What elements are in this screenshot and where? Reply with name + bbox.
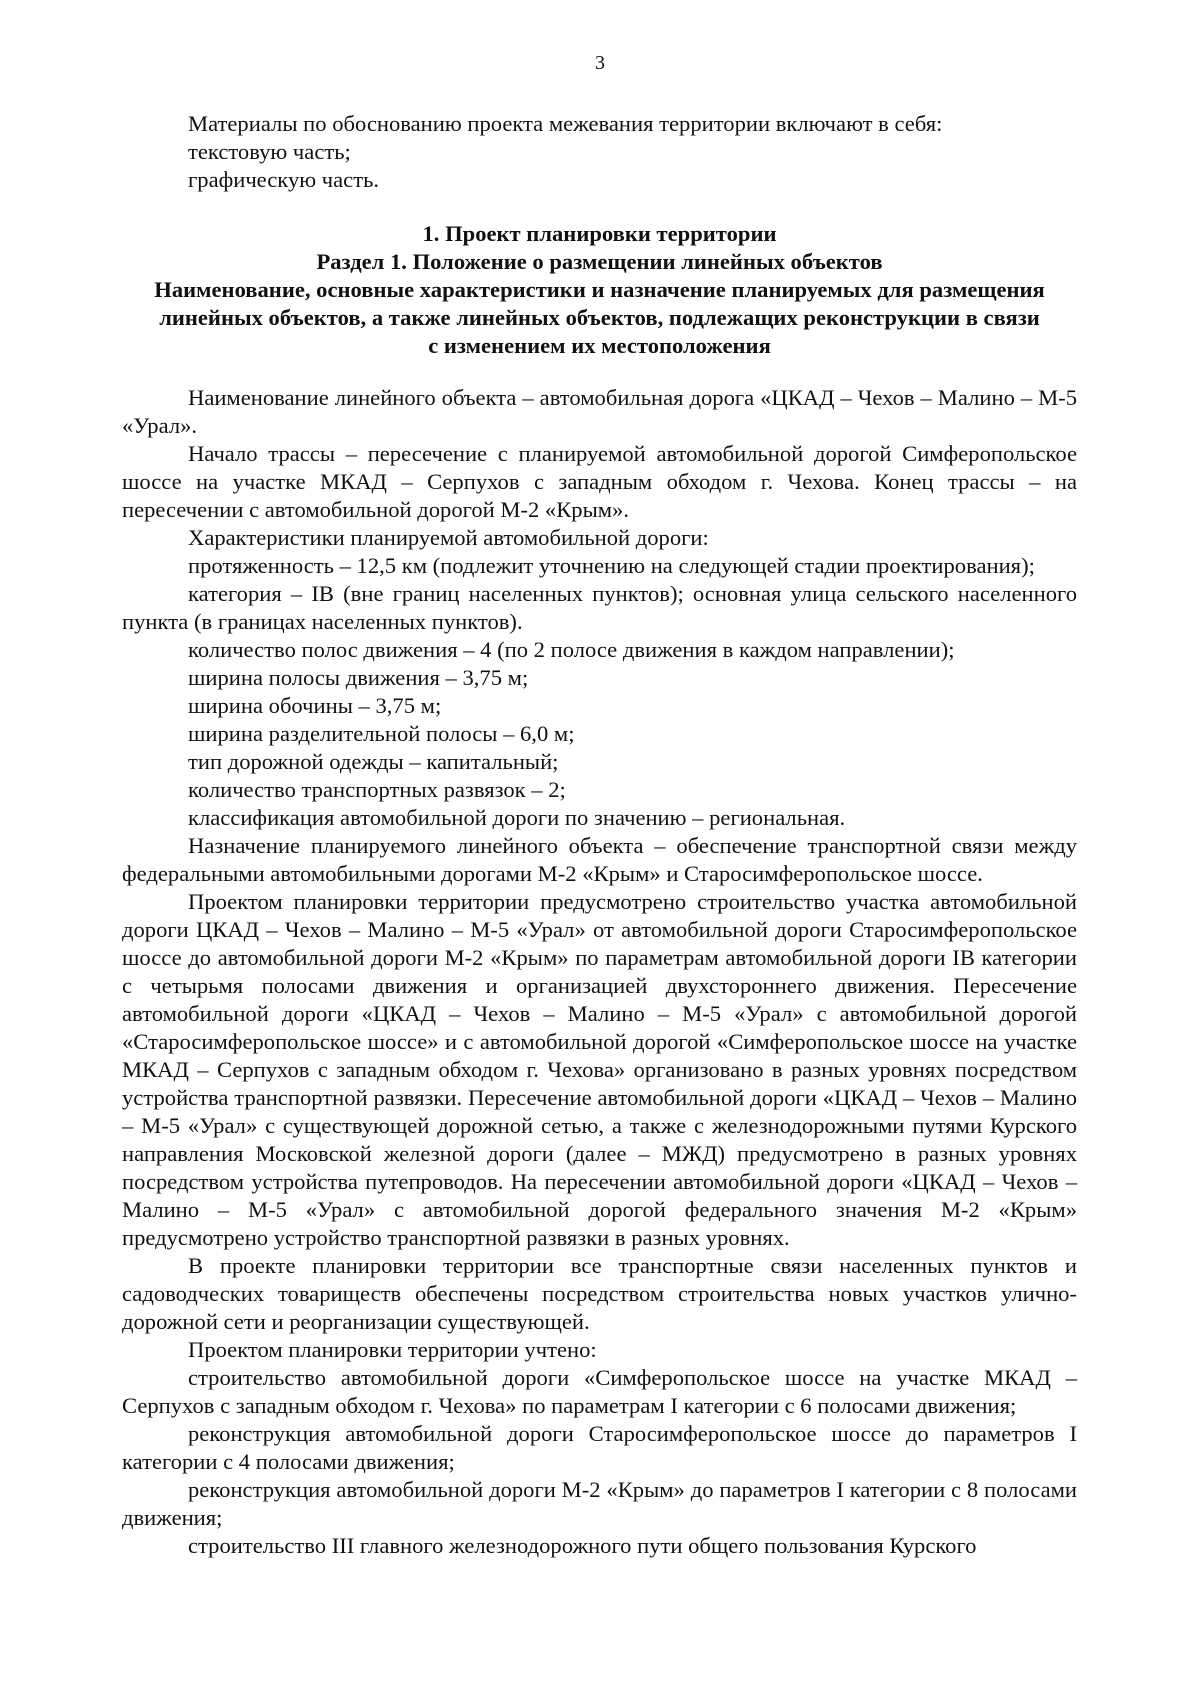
- paragraph: Проектом планировки территории учтено:: [188, 1337, 597, 1362]
- paragraph: реконструкция автомобильной дороги М-2 «Крым» до параметров I категории с 8 полосами движения;: [122, 1477, 1077, 1530]
- heading-line: Наименование, основные характеристики и назначение планируемых для размещения: [154, 277, 1045, 302]
- paragraph: Начало трассы – пересечение с планируемой автомобильной дорогой Симферопольское шоссе на участке МКАД – Серпухов с западным обходом г. Чехова. Конец трассы – на пересечении с автомобильной дорогой М-2 «Крым».: [122, 441, 1077, 522]
- heading-line: 1. Проект планировки территории: [422, 221, 777, 246]
- paragraph: строительство III главного железнодорожного пути общего пользования Курского: [188, 1533, 977, 1558]
- heading-line: с изменением их местоположения: [428, 333, 771, 358]
- paragraph: реконструкция автомобильной дороги Старосимферопольское шоссе до параметров I категории с 4 полосами движения;: [122, 1421, 1077, 1474]
- paragraph: Назначение планируемого линейного объекта – обеспечение транспортной связи между федеральными автомобильными дорогами М-2 «Крым» и Старосимферопольское шоссе.: [122, 833, 1077, 886]
- characteristic-item: тип дорожной одежды – капитальный;: [188, 749, 559, 774]
- paragraph: В проекте планировки территории все транспортные связи населенных пунктов и садоводческих товариществ обеспечены посредством строительства новых участков улично-дорожной сети и реорганизации существующей.: [122, 1253, 1077, 1334]
- characteristic-item: количество полос движения – 4 (по 2 полосе движения в каждом направлении);: [188, 637, 955, 662]
- characteristic-item: количество транспортных развязок – 2;: [188, 777, 566, 802]
- heading-line: Раздел 1. Положение о размещении линейных объектов: [316, 249, 883, 274]
- paragraph: Характеристики планируемой автомобильной дороги:: [188, 525, 709, 550]
- characteristic-item: ширина обочины – 3,75 м;: [188, 693, 442, 718]
- characteristic-item: ширина полосы движения – 3,75 м;: [188, 665, 529, 690]
- paragraph: Проектом планировки территории предусмотрено строительство участка автомобильной дороги ЦКАД – Чехов – Малино – М-5 «Урал» от автомобильной дороги Старосимферопольское шоссе до автомобильной дороги М-2 «Крым» по параметрам автомобильной дороги IВ категории с четырьмя полосами движения и организацией двухстороннего движения. Пересечение автомобильной дороги «ЦКАД – Чехов – Малино – М-5 «Урал» с автомобильной дорогой «Старосимферопольское шоссе» и с автомобильной дорогой «Симферопольское шоссе на участке МКАД – Серпухов с западным обходом г. Чехова» организовано в разных уровнях посредством устройства транспортной развязки. Пересечение автомобильной дороги «ЦКАД – Чехов – Малино – М-5 «Урал» с существующей дорожной сетью, а также с железнодорожными путями Курского направления Московской железной дороги (далее – МЖД) предусмотрено в разных уровнях посредством устройства путепроводов. На пересечении автомобильной дороги «ЦКАД – Чехов – Малино – М-5 «Урал» с автомобильной дорогой федерального значения М-2 «Крым» предусмотрено устройство транспортной развязки в разных уровнях.: [122, 889, 1077, 1250]
- paragraph: Наименование линейного объекта – автомобильная дорога «ЦКАД – Чехов – Малино – М-5 «Урал».: [122, 385, 1077, 438]
- intro-item: графическую часть.: [188, 167, 380, 192]
- characteristic-item-continuation: пункта (в границах населенных пунктов).: [122, 609, 523, 634]
- intro-item: текстовую часть;: [188, 139, 351, 164]
- heading-line: линейных объектов, а также линейных объектов, подлежащих реконструкции в связи: [159, 305, 1040, 330]
- paragraph: строительство автомобильной дороги «Симферопольское шоссе на участке МКАД – Серпухов с западным обходом г. Чехова» по параметрам I категории с 6 полосами движения;: [122, 1365, 1077, 1418]
- page-number: 3: [595, 52, 605, 74]
- section-heading: [122, 220, 1077, 360]
- characteristic-item: протяженность – 12,5 км (подлежит уточнению на следующей стадии проектирования);: [188, 553, 1035, 578]
- document-body: [122, 110, 1077, 1560]
- characteristic-item: классификация автомобильной дороги по значению – региональная.: [188, 805, 846, 830]
- characteristic-item: ширина разделительной полосы – 6,0 м;: [188, 721, 575, 746]
- intro-lead: Материалы по обоснованию проекта межевания территории включают в себя:: [188, 111, 943, 136]
- characteristic-item: категория – IВ (вне границ населенных пунктов); основная улица сельского населенного: [188, 581, 1077, 606]
